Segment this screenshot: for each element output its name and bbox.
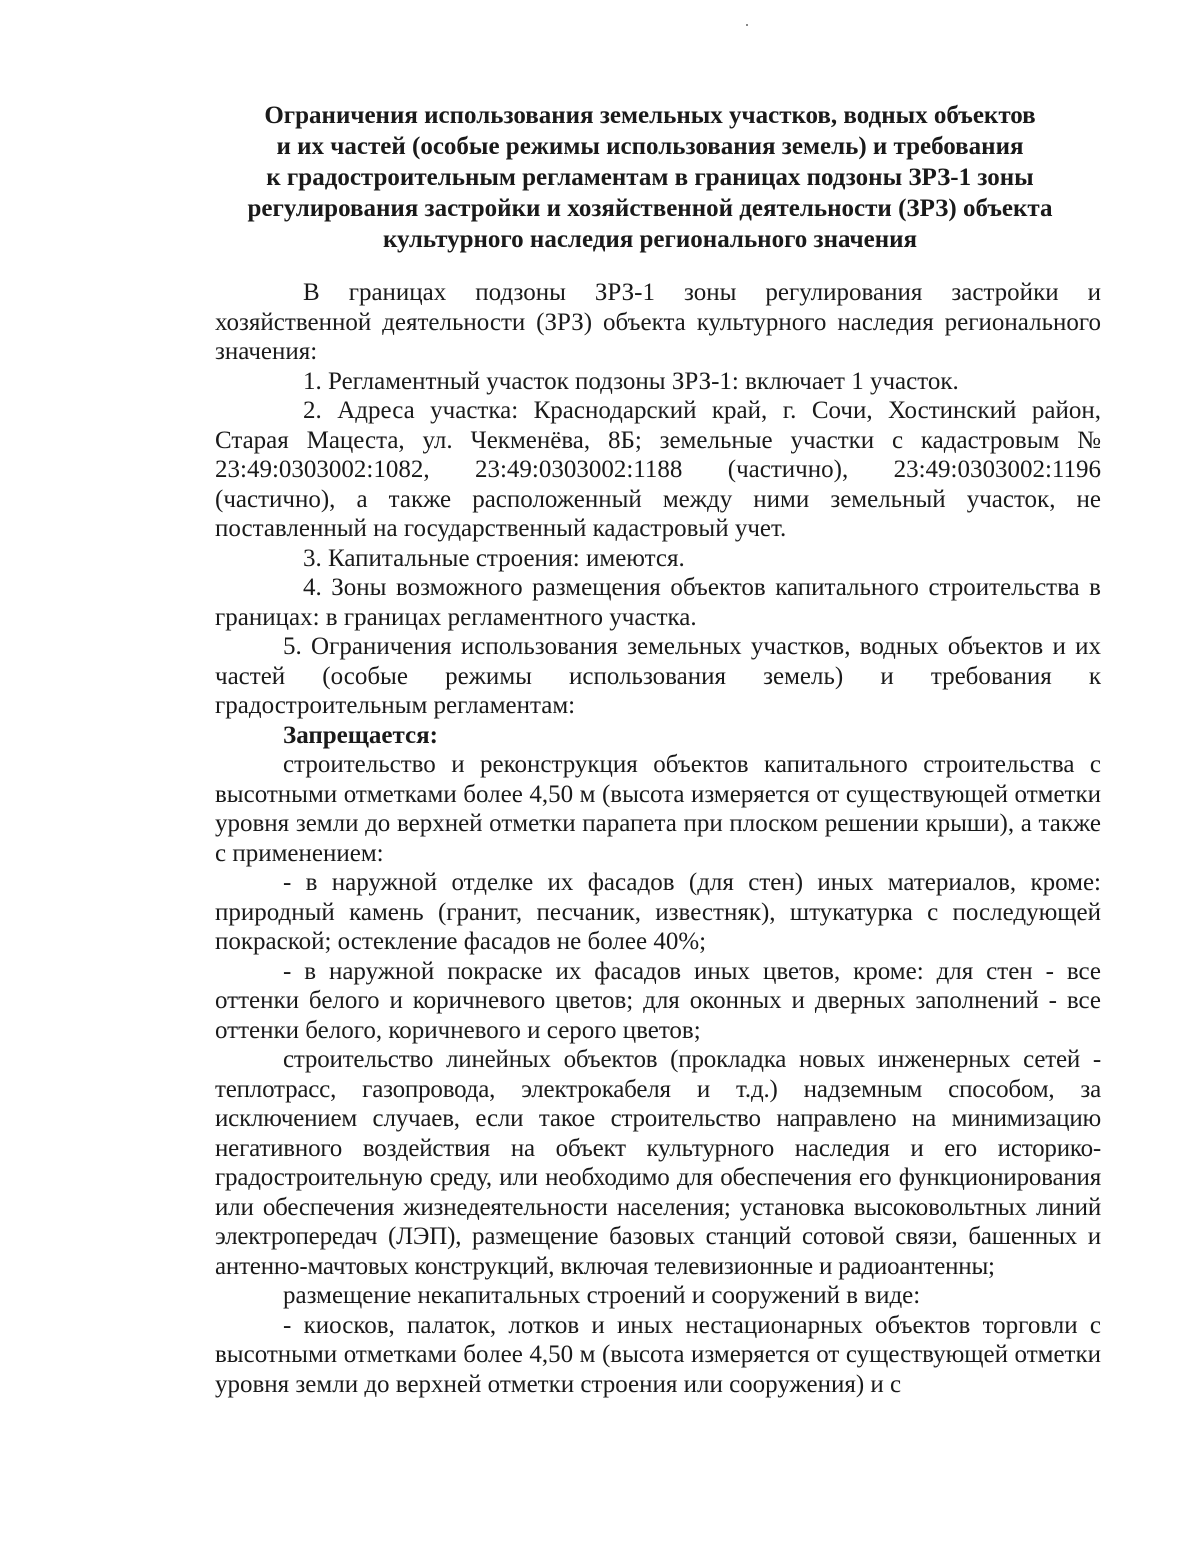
prohibition-paragraph: строительство линейных объектов (прокладка новых инженерных сетей - теплотрасс, газопровода, электрокабеля и т.д.) надземным способом, за исключением случаев, если такое строительство направлено на минимизацию негативного воздействия на объект культурного наследия и его историко-градостроительную среду, или необходимо для обеспечения его функционирования или обеспечения жизнедеятельности населения; установка высоковольтных линий электропередач (ЛЭП), размещение базовых станций сотовой связи, башенных и антенно-мачтовых конструкций, включая телевизионные и радиоантенны; [215, 1046, 1101, 1280]
list-item-2: 2. Адреса участка: Краснодарский край, г. Сочи, Хостинский район, Старая Мацеста, ул. Чекменёва, 8Б; земельные участки с кадастровым № 23:49:0303002:1082, 23:49:0303002:1188 (частично), 23:49:0303002:1196 (частично), а также расположенный между ними земельный участок, не поставленный на государственный кадастровый учет. [215, 397, 1101, 542]
prohibition-paragraph: - в наружной отделке их фасадов (для стен) иных материалов, кроме: природный камень (гранит, песчаник, известняк), штукатурка с последующей покраской; остекление фасадов не более 40%; [215, 869, 1101, 955]
list-item-3: 3. Капитальные строения: имеются. [303, 544, 685, 572]
list-item-1: 1. Регламентный участок подзоны ЗРЗ-1: включает 1 участок. [303, 367, 959, 395]
prohibition-paragraph: - в наружной покраске их фасадов иных цветов, кроме: для стен - все оттенки белого и коричневого цветов; для оконных и дверных заполнений - все оттенки белого, коричневого и серого цветов; [215, 957, 1101, 1044]
prohibited-heading: Запрещается: [283, 721, 439, 749]
title-line: к градостроительным регламентам в границах подзоны ЗРЗ-1 зоны [266, 164, 1034, 191]
scan-speck [746, 24, 748, 26]
document-title [200, 100, 1100, 255]
title-line: и их частей (особые режимы использования земель) и требования [276, 133, 1024, 160]
document-body [215, 278, 1101, 1399]
intro-paragraph: В границах подзоны ЗРЗ-1 зоны регулирования застройки и хозяйственной деятельности (ЗРЗ) объекта культурного наследия регионального значения: [215, 279, 1101, 365]
prohibition-paragraph: размещение некапитальных строений и сооружений в виде: [283, 1282, 921, 1309]
prohibition-paragraph: строительство и реконструкция объектов капитального строительства с высотными отметками более 4,50 м (высота измеряется от существующей отметки уровня земли до верхней отметки парапета при плоском решении крыши), а также с применением: [215, 751, 1101, 867]
prohibition-paragraph: - киосков, палаток, лотков и иных нестационарных объектов торговли с высотными отметками более 4,50 м (высота измеряется от существующей отметки уровня земли до верхней отметки строения или сооружения) и с [215, 1311, 1101, 1398]
list-item-4: 4. Зоны возможного размещения объектов капитального строительства в границах: в границах регламентного участка. [215, 574, 1101, 631]
title-line: Ограничения использования земельных участков, водных объектов [264, 102, 1036, 129]
title-line: культурного наследия регионального значения [382, 226, 918, 253]
list-item-5: 5. Ограничения использования земельных участков, водных объектов и их частей (особые режимы использования земель) и требования к градостроительным регламентам: [215, 633, 1101, 719]
title-line: регулирования застройки и хозяйственной деятельности (ЗРЗ) объекта [247, 195, 1053, 222]
